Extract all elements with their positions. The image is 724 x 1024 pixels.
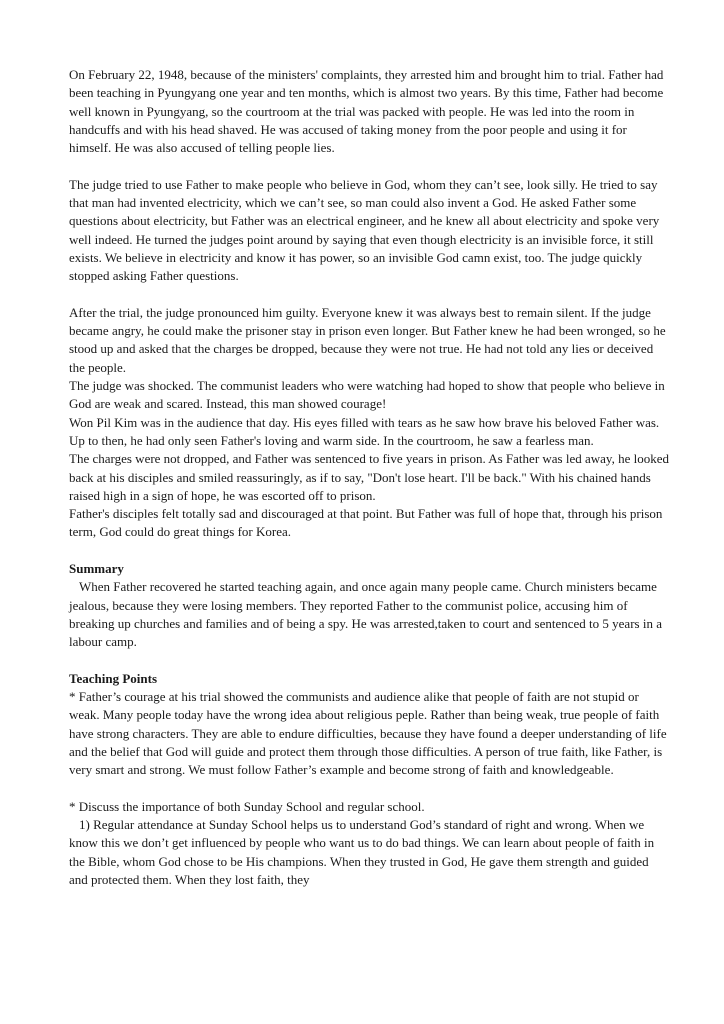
disciples-paragraph: Father's disciples felt totally sad and discouraged at that point. But Father was full of hope that, through his prison term, God could do great things for Korea. [69, 506, 663, 540]
summary-paragraph: When Father recovered he started teaching again, and once again many people came. Church ministers became jealous, because they were losing members. They reported Father to the communist police, accusing him of breaking up churches and families and of being a spy. He was arrested,taken to court and sentenced to 5 years in a labour camp. [69, 579, 662, 650]
teaching-points-school-block [69, 798, 669, 889]
after-trial-block [69, 304, 669, 542]
summary-heading: Summary [69, 561, 124, 577]
teaching-points-block [69, 670, 669, 780]
document-page [69, 66, 669, 889]
judge-shocked-paragraph: The judge was shocked. The communist leaders who were watching had hoped to show that people who believe in God are weak and scared. Instead, this man showed courage! [69, 378, 665, 412]
judge-electricity-block [69, 176, 669, 286]
sentence-paragraph: The charges were not dropped, and Father was sentenced to five years in prison. As Father was led away, he looked back at his disciples and smiled reassuringly, as if to say, "Don't lose heart. I'll be back." With his chained hands raised high in a sign of hope, he was escorted off to prison. [69, 451, 669, 503]
won-pil-kim-paragraph: Won Pil Kim was in the audience that day. His eyes filled with tears as he saw how brave his beloved Father was. Up to then, he had only seen Father's loving and warm side. In the courtroom, he saw a fearless man. [69, 414, 660, 448]
after-trial-paragraph: After the trial, the judge pronounced him guilty. Everyone knew it was always best to remain silent. If the judge became angry, he could make the prisoner stay in prison even longer. But Father knew he had been wronged, so he stood up and asked that the charges be dropped, because they were not true. He had not told any lies or deceived the people. [69, 304, 666, 375]
trial-intro-block [69, 66, 669, 157]
summary-block [69, 560, 669, 651]
teaching-points-heading: Teaching Points [69, 670, 158, 686]
teaching-point-courage: * Father’s courage at his trial showed the communists and audience alike that people of faith are not stupid or weak. Many people today have the wrong idea about religious peple. Rather than being weak, true people of faith have strong characters. They are able to endure difficulties, because they have found a deeper understanding of life and the belief that God will guide and protect them through those difficulties. A person of true faith, like Father, is very smart and strong. We must follow Father’s example and become strong of faith and knowledgeable. [69, 689, 667, 778]
teaching-point-sunday-school: 1) Regular attendance at Sunday School helps us to understand God’s standard of right and wrong. When we know this we don’t get influenced by people who want us to do bad things. We can learn about people of faith in the Bible, whom God chose to be His champions. When they trusted in God, He gave them strength and guided and protected them. When they lost faith, they [69, 817, 655, 888]
trial-intro-paragraph: On February 22, 1948, because of the ministers' complaints, they arrested him and brought him to trial. Father had been teaching in Pyungyang one year and ten months, which is almost two years. By this time, Father had become well known in Pyungyang, so the courtroom at the trial was packed with people. He was led into the room in handcuffs and with his head shaved. He was accused of taking money from the poor people and using it for himself. He was also accused of telling people lies. [69, 67, 664, 156]
teaching-point-school: * Discuss the importance of both Sunday School and regular school. [69, 798, 425, 814]
judge-electricity-paragraph: The judge tried to use Father to make people who believe in God, whom they can’t see, look silly. He tried to say that man had invented electricity, which we can’t see, so man could also invent a God. He asked Father some questions about electricity, but Father was an electrical engineer, and he knew all about electricity and spoke very well indeed. He turned the judges point around by saying that even though electricity is an invisible force, it still exists. We believe in electricity and know it has power, so an invisible God camn exist, too. The judge quickly stopped asking Father questions. [69, 176, 660, 284]
